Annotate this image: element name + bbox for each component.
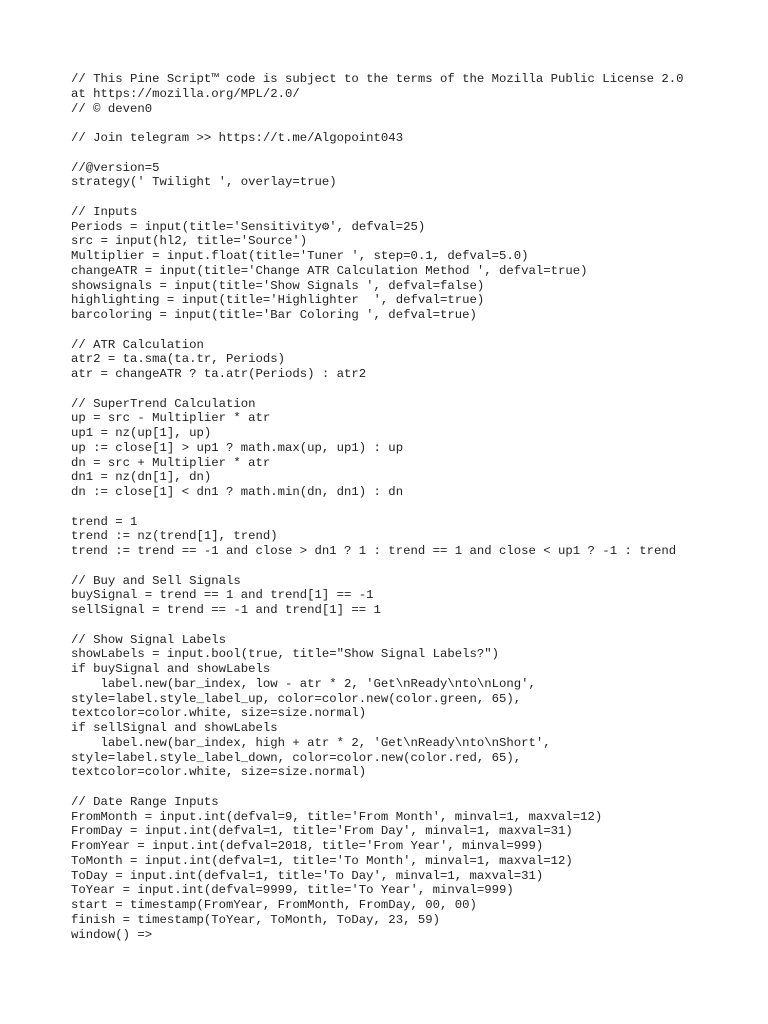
code-block (71, 72, 761, 942)
code-line: Multiplier = input.float(title='Tuner ', step=0.1, defval=5.0) (71, 249, 529, 263)
blank-line (71, 323, 761, 338)
blank-line (71, 618, 761, 633)
code-line: // Inputs (71, 204, 138, 219)
code-line: trend := nz(trend[1], trend) (71, 529, 278, 544)
code-line: showLabels = input.bool(true, title="Show Signal Labels?") (71, 647, 500, 662)
code-line: ToMonth = input.int(defval=1, title='To Month', minval=1, maxval=12) (71, 853, 573, 868)
code-line: trend = 1 (71, 514, 138, 529)
code-line: sellSignal = trend == -1 and trend[1] == 1 (71, 603, 381, 617)
blank-line (71, 559, 761, 574)
code-line: window() => (71, 927, 153, 942)
code-line: // © deven0 (71, 101, 153, 116)
blank-line (71, 190, 761, 205)
code-line: // Show Signal Labels (71, 632, 226, 647)
code-line: FromYear = input.int(defval=2018, title='From Year', minval=999) (71, 839, 544, 853)
code-line: finish = timestamp(ToYear, ToMonth, ToDay, 23, 59) (71, 912, 440, 927)
blank-line (71, 780, 761, 795)
code-line: // This Pine Script™ code is subject to the terms of the Mozilla Public License 2.0 (71, 72, 684, 86)
code-line: // Date Range Inputs (71, 794, 219, 809)
code-line: showsignals = input(title='Show Signals ', defval=false) (71, 278, 485, 293)
code-line: start = timestamp(FromYear, FromMonth, FromDay, 00, 00) (71, 898, 477, 912)
code-line: up1 = nz(up[1], up) (71, 426, 212, 440)
code-line: buySignal = trend == 1 and trend[1] == -1 (71, 588, 374, 603)
code-line: up := close[1] > up1 ? math.max(up, up1) : up (71, 440, 404, 455)
code-line: // SuperTrend Calculation (71, 396, 256, 411)
code-line: Periods = input(title='Sensitivity⚙', defval=25) (71, 219, 426, 234)
code-line: dn := close[1] < dn1 ? math.min(dn, dn1) : dn (71, 485, 404, 499)
code-line: // Join telegram >> https://t.me/Algopoint043 (71, 131, 404, 145)
code-line: textcolor=color.white, size=size.normal) (71, 765, 367, 780)
code-line: textcolor=color.white, size=size.normal) (71, 706, 367, 721)
code-line: if buySignal and showLabels (71, 662, 271, 676)
code-line: barcoloring = input(title='Bar Coloring ', defval=true) (71, 308, 477, 322)
blank-line (71, 500, 761, 515)
code-line: trend := trend == -1 and close > dn1 ? 1 : trend == 1 and close < up1 ? -1 : trend (71, 544, 677, 558)
code-line: up = src - Multiplier * atr (71, 411, 271, 426)
code-line: FromMonth = input.int(defval=9, title='From Month', minval=1, maxval=12) (71, 809, 603, 824)
code-line: changeATR = input(title='Change ATR Calculation Method ', defval=true) (71, 263, 588, 278)
code-line: // Buy and Sell Signals (71, 573, 241, 588)
code-line: FromDay = input.int(defval=1, title='From Day', minval=1, maxval=31) (71, 824, 573, 839)
code-line: // ATR Calculation (71, 337, 204, 352)
blank-line (71, 146, 761, 161)
code-line: style=label.style_label_down, color=color.new(color.red, 65), (71, 750, 522, 765)
code-line: //@version=5 (71, 160, 160, 175)
code-line: dn = src + Multiplier * atr (71, 455, 271, 470)
code-line: atr2 = ta.sma(ta.tr, Periods) (71, 352, 286, 367)
code-line: if sellSignal and showLabels (71, 721, 278, 735)
code-line: at https://mozilla.org/MPL/2.0/ (71, 86, 300, 101)
code-line: src = input(hl2, title='Source') (71, 234, 308, 249)
code-line: ToYear = input.int(defval=9999, title='To Year', minval=999) (71, 883, 514, 898)
code-line: atr = changeATR ? ta.atr(Periods) : atr2 (71, 367, 367, 381)
code-line: strategy(' Twilight ', overlay=true) (71, 175, 337, 190)
code-line: dn1 = nz(dn[1], dn) (71, 470, 212, 485)
blank-line (71, 382, 761, 397)
blank-line (71, 116, 761, 131)
code-line: label.new(bar_index, high + atr * 2, 'Get\nReady\nto\nShort', (71, 735, 551, 750)
code-line: style=label.style_label_up, color=color.new(color.green, 65), (71, 691, 522, 706)
code-line: label.new(bar_index, low - atr * 2, 'Get\nReady\nto\nLong', (71, 676, 536, 691)
code-line: ToDay = input.int(defval=1, title='To Day', minval=1, maxval=31) (71, 868, 544, 883)
code-line: highlighting = input(title='Highlighter ', defval=true) (71, 293, 485, 308)
